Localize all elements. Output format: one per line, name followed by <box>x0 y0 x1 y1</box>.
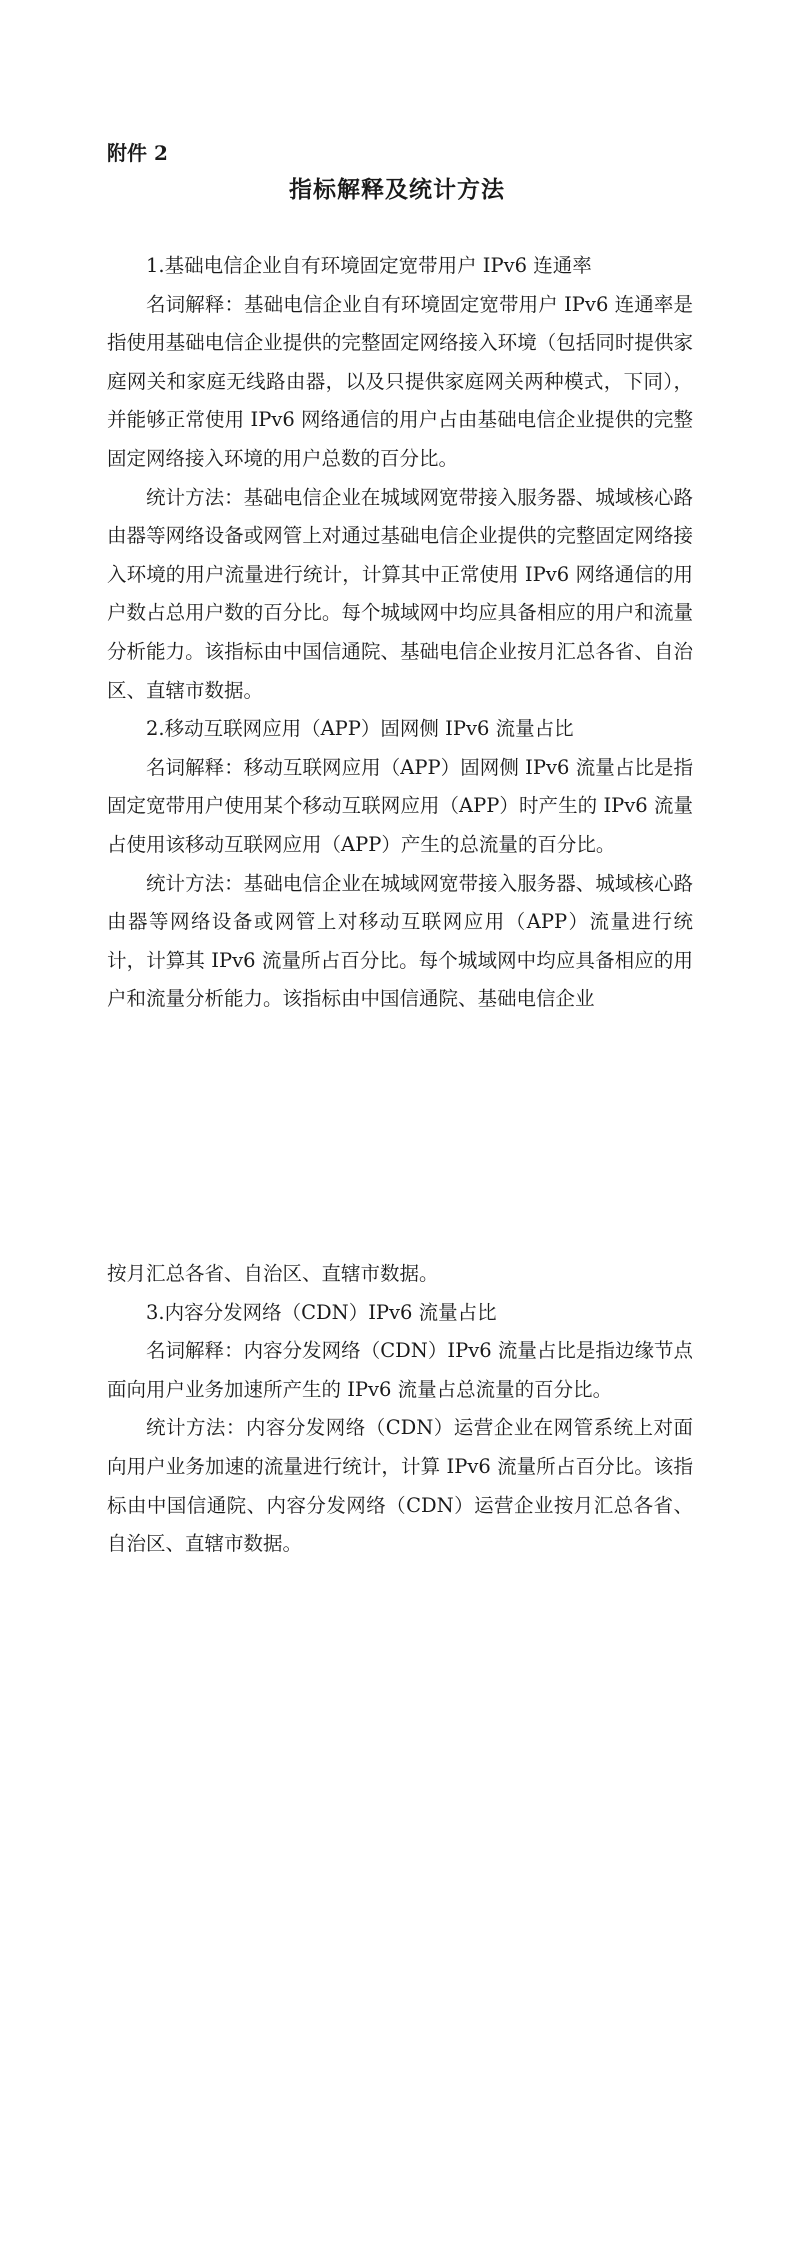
section-3-definition: 名词解释：内容分发网络（CDN）IPv6 流量占比是指边缘节点面向用户业务加速所产生的 IPv6 流量占总流量的百分比。 <box>107 1339 693 1401</box>
body-text-block-2 <box>107 1255 693 1564</box>
body-text-block-1 <box>107 247 693 1019</box>
section-2-method: 统计方法：基础电信企业在城域网宽带接入服务器、城域核心路由器等网络设备或网管上对移动互联网应用（APP）流量进行统计，计算其 IPv6 流量所占百分比。每个城域网中均应具备相应的用户和流量分析能力。该指标由中国信通院、基础电信企业 <box>107 871 693 1011</box>
section-heading-1: 1.基础电信企业自有环境固定宽带用户 IPv6 连通率 <box>146 254 592 277</box>
section-heading-3: 3.内容分发网络（CDN）IPv6 流量占比 <box>146 1300 497 1324</box>
section-2-method-continued: 按月汇总各省、自治区、直辖市数据。 <box>107 1262 439 1285</box>
section-heading-2: 2.移动互联网应用（APP）固网侧 IPv6 流量占比 <box>146 717 574 741</box>
page-title: 指标解释及统计方法 <box>289 176 505 203</box>
section-1-method: 统计方法：基础电信企业在城域网宽带接入服务器、城域核心路由器等网络设备或网管上对通过基础电信企业提供的完整固定网络接入环境的用户流量进行统计，计算其中正常使用 IPv6 网络通信的用户数占总用户数的百分比。每个城域网中均应具备相应的用户和流量分析能力。该指标由中国信通院、基础电信企业按月汇总各省、自治区、直辖市数据。 <box>107 485 693 702</box>
section-2-definition: 名词解释：移动互联网应用（APP）固网侧 IPv6 流量占比是指固定宽带用户使用某个移动互联网应用（APP）时产生的 IPv6 流量占使用该移动互联网应用（APP）产生的总流量的百分比。 <box>107 755 693 856</box>
section-1-definition: 名词解释：基础电信企业自有环境固定宽带用户 IPv6 连通率是指使用基础电信企业提供的完整固定网络接入环境（包括同时提供家庭网关和家庭无线路由器，以及只提供家庭网关两种模式，下同），并能够正常使用 IPv6 网络通信的用户占由基础电信企业提供的完整固定网络接入环境的用户总数的百分比。 <box>107 292 693 470</box>
attachment-label: 附件 2 <box>107 141 168 165</box>
section-3-method: 统计方法：内容分发网络（CDN）运营企业在网管系统上对面向用户业务加速的流量进行统计，计算 IPv6 流量所占百分比。该指标由中国信通院、内容分发网络（CDN）运营企业按月汇总各省、自治区、直辖市数据。 <box>107 1416 693 1556</box>
